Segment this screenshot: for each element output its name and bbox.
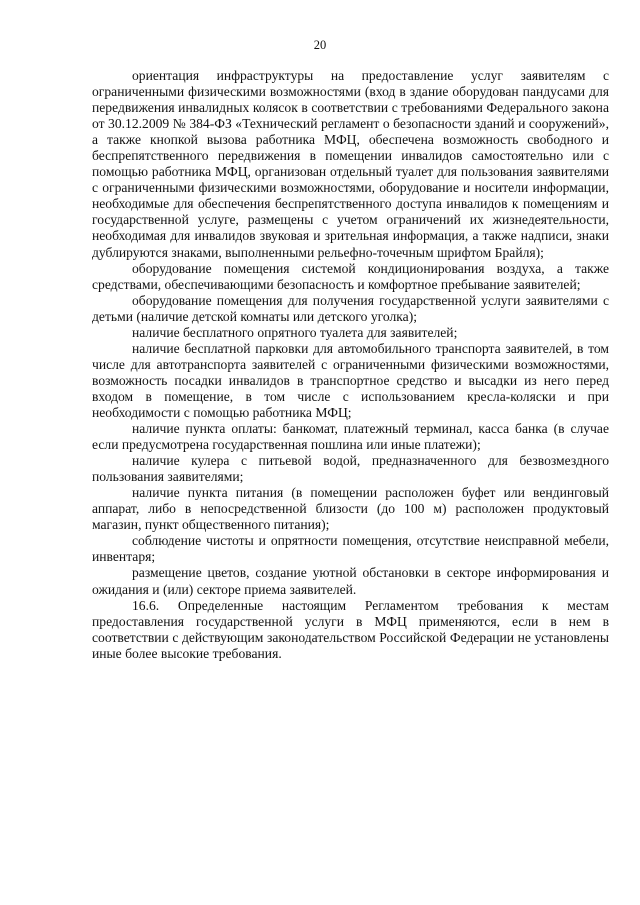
paragraph-children-room: оборудование помещения для получения государственной услуги заявителями с детьми (наличие детской комнаты или детского уголка); [92, 292, 609, 324]
document-body [92, 68, 609, 662]
paragraph-infrastructure-orientation: ориентация инфраструктуры на предоставление услуг заявителям с ограниченными физическими возможностями (вход в здание оборудован пандусами для передвижения инвалидных колясок в соответствии с требованиями Федерального закона от 30.12.2009 № 384-ФЗ «Технический регламент о безопасности зданий и сооружений», а также кнопкой вызова работника МФЦ, обеспечена возможность свободного и беспрепятственного передвижения в помещении инвалидов самостоятельно или с помощью работника МФЦ, организован отдельный туалет для пользования заявителями с ограниченными физическими возможностями, оборудование и носители информации, необходимые для обеспечения беспрепятственного доступа инвалидов к помещениям и государственной услуге, размещены с учетом ограничений их жизнедеятельности, необходимая для инвалидов звуковая и зрительная информация, а также надписи, знаки дублируются знаками, выполненными рельефно-точечным шрифтом Брайля); [92, 68, 609, 260]
paragraph-payment-point: наличие пункта оплаты: банкомат, платежный терминал, касса банка (в случае если предусмотрена государственная пошлина или иные платежи); [92, 421, 609, 453]
paragraph-free-toilet: наличие бесплатного опрятного туалета для заявителей; [132, 324, 458, 340]
paragraph-food-point: наличие пункта питания (в помещении расположен буфет или вендинговый аппарат, либо в непосредственной близости (до 100 м) расположен продуктовый магазин, пункт общественного питания); [92, 485, 609, 533]
paragraph-water-cooler: наличие кулера с питьевой водой, предназначенного для безвозмездного пользования заявителями; [92, 453, 609, 485]
page-number: 20 [313, 38, 327, 52]
paragraph-free-parking: наличие бесплатной парковки для автомобильного транспорта заявителей, в том числе для автотранспорта заявителей с ограниченными физическими возможностями, возможность посадки инвалидов в транспортное средство и высадки из него перед входом в помещение, в том числе с использованием кресла-коляски и при необходимости с помощью работника МФЦ; [92, 340, 609, 420]
paragraph-cleanliness: соблюдение чистоты и опрятности помещения, отсутствие неисправной мебели, инвентаря; [92, 533, 609, 565]
paragraph-cozy-environment: размещение цветов, создание уютной обстановки в секторе информирования и ожидания и (или) секторе приема заявителей. [92, 565, 609, 597]
paragraph-section-16-6: 16.6. Определенные настоящим Регламентом требования к местам предоставления государственной услуги в МФЦ применяются, если в нем в соответствии с действующим законодательством Российской Федерации не установлены иные более высокие требования. [92, 597, 609, 661]
paragraph-air-conditioning: оборудование помещения системой кондиционирования воздуха, а также средствами, обеспечивающими безопасность и комфортное пребывание заявителей; [92, 260, 609, 292]
